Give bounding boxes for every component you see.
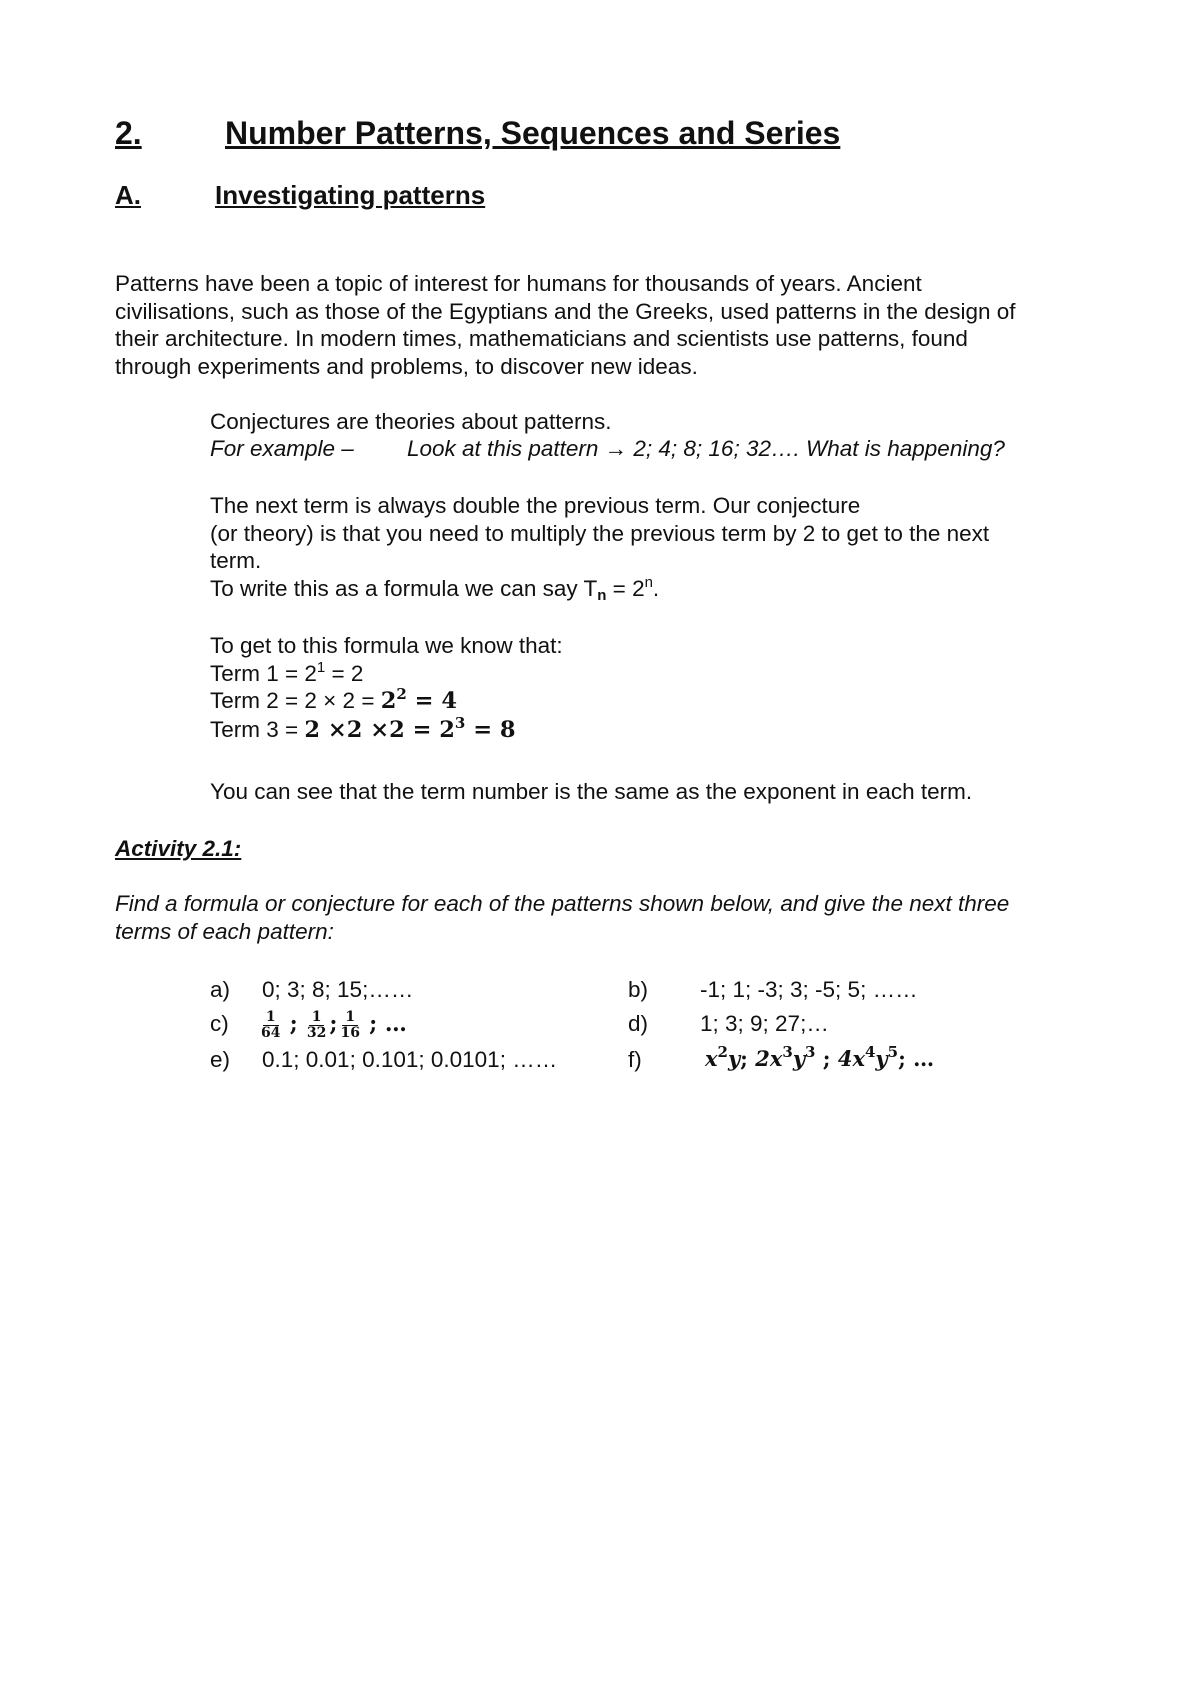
item-c-value: $\frac{1}{64}$ ; $\frac{1}{32}$ ; $\frac{1}{16}$ ; …	[258, 1000, 407, 1048]
item-b-label: b)	[628, 977, 649, 1002]
term-1-line: Term $1 = 2^1 = 2$	[210, 658, 364, 686]
item-e-label: e)	[210, 1047, 231, 1072]
section-title: Number Patterns, Sequences and Series	[225, 115, 841, 151]
derivation-block	[210, 632, 563, 744]
fraction-1-16: $\frac{1}{16}$	[340, 1008, 360, 1041]
activity-instructions	[115, 890, 1009, 945]
item-a-value: 0; 3; 8; 15;……	[262, 977, 414, 1002]
instructions-line-2: terms of each pattern:	[115, 918, 334, 944]
intro-line-3: their architecture. In modern times, mathematicians and scientists use patterns, found	[115, 326, 968, 351]
intro-paragraph	[115, 270, 1016, 380]
item-d-label: d)	[628, 1011, 649, 1036]
derivation-conclusion: You can see that the term number is the same as the exponent in each term.	[210, 779, 973, 804]
subsection-letter: A.	[115, 180, 141, 210]
conjecture-definition: Conjectures are theories about patterns.	[210, 409, 612, 434]
term-2-line: Term $2 = 2 \times 2 = 2^2 = 4$	[210, 685, 457, 714]
item-f-value: $x^2y$; $2x^3y^3$ ; $4x^4y^5$; …	[705, 1043, 935, 1071]
example-label: For example –	[210, 436, 354, 461]
intro-line-2: civilisations, such as those of the Egyptians and the Greeks, used patterns in the design of	[115, 298, 1016, 324]
fraction-1-64: $\frac{1}{64}$	[261, 1008, 281, 1041]
item-a-label: a)	[210, 977, 231, 1002]
instructions-line-1: Find a formula or conjecture for each of the patterns shown below, and give the next three	[115, 891, 1010, 916]
fraction-1-32: $\frac{1}{32}$	[306, 1008, 327, 1041]
item-c-label: c)	[210, 1011, 229, 1036]
subsection-title: Investigating patterns	[215, 180, 486, 210]
explanation-line-3: term.	[210, 548, 262, 573]
section-number: 2.	[115, 115, 142, 151]
explanation-line-1: The next term is always double the previous term. Our conjecture	[210, 493, 861, 518]
formula-line: To write this as a formula we can say $T_n = 2^n$.	[210, 573, 660, 604]
item-f-label: f)	[628, 1047, 642, 1072]
intro-line-1: Patterns have been a topic of interest for humans for thousands of years. Ancient	[115, 271, 922, 296]
conjecture-explanation	[210, 492, 989, 602]
explanation-line-2: (or theory) is that you need to multiply the previous term by 2 to get to the next	[210, 520, 990, 546]
term-3-line: Term $3 = 2 \times 2 \times 2 = 2^3 = 8$	[210, 713, 516, 743]
derivation-intro: To get to this formula we know that:	[210, 633, 563, 658]
item-d-value: 1; 3; 9; 27;…	[700, 1011, 829, 1036]
item-e-value: 0.1; 0.01; 0.101; 0.0101; ……	[262, 1047, 558, 1072]
activity-title: Activity 2.1:	[115, 836, 242, 861]
intro-line-4: through experiments and problems, to discover new ideas.	[115, 353, 698, 379]
item-b-value: -1; 1; -3; 3; -5; 5; ……	[700, 977, 918, 1002]
example-text: Look at this pattern → 2; 4; 8; 16; 32…. What is happening?	[407, 436, 1005, 461]
